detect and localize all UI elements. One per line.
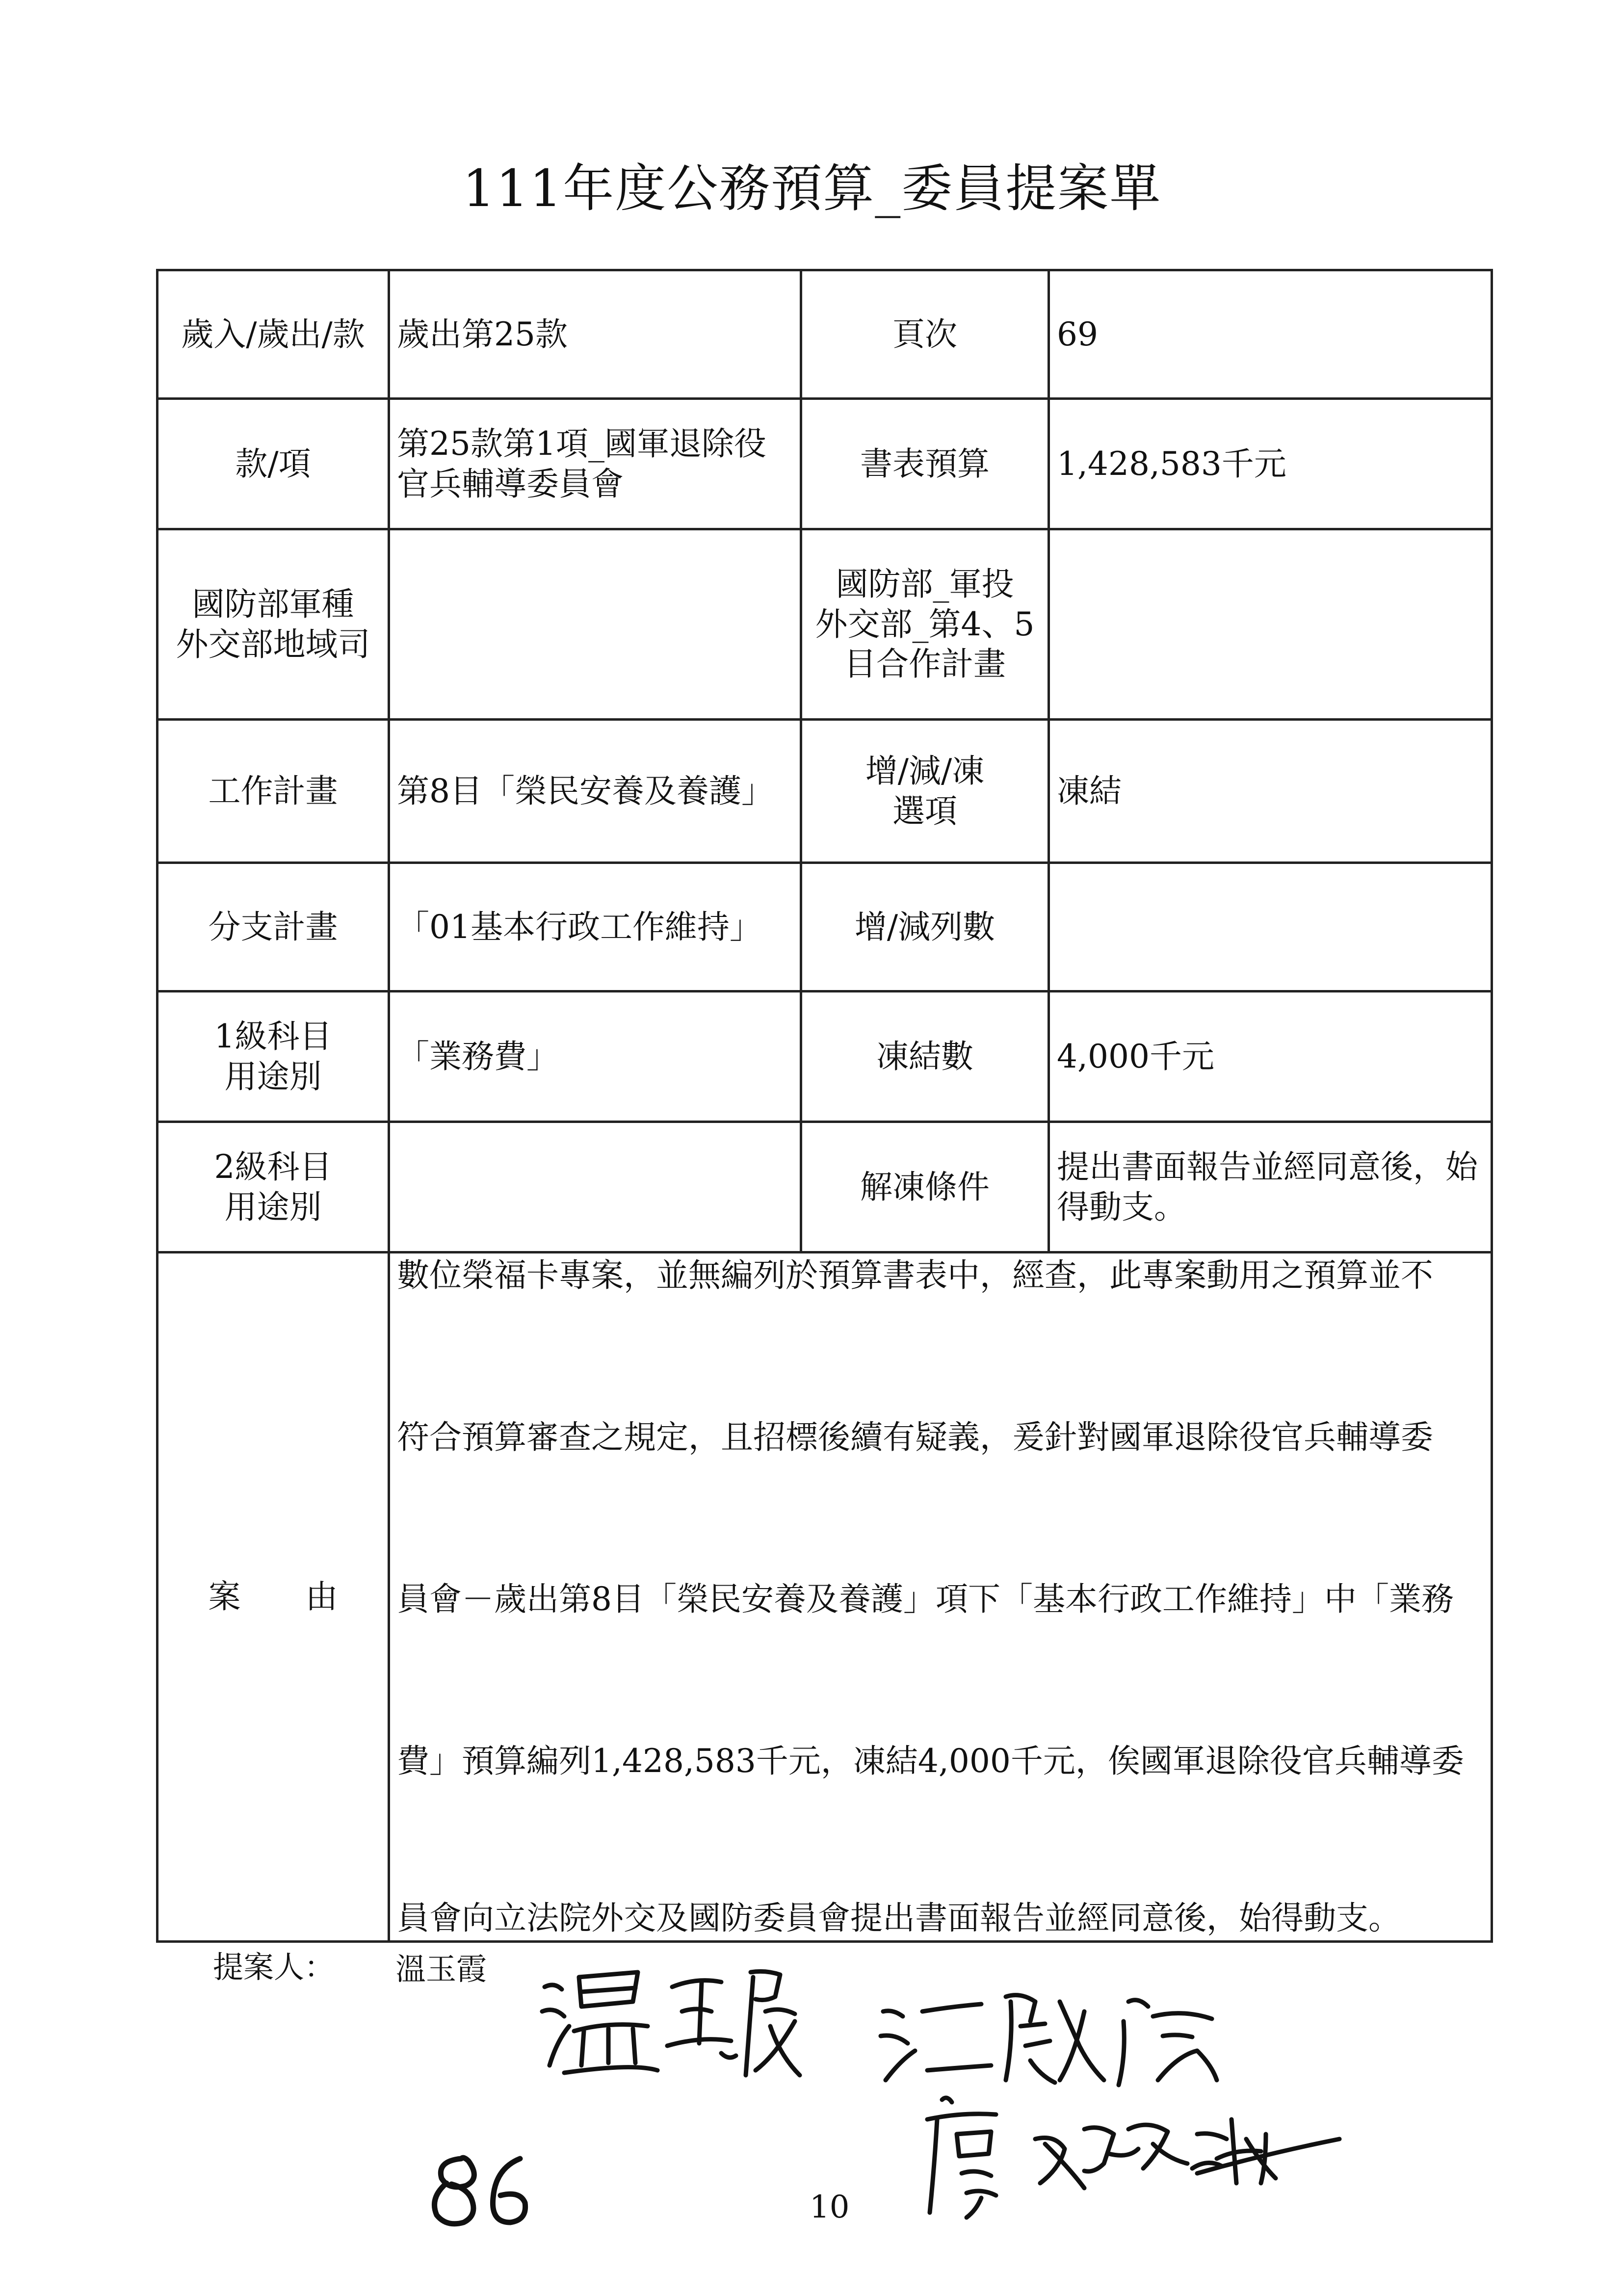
- row-value: 69: [1049, 270, 1492, 399]
- form-row: [157, 529, 1492, 720]
- reason-line: 費」預算編列1,428,583千元，凍結4,000千元，俟國軍退除役官兵輔導委: [397, 1742, 1464, 1780]
- signature-1: [535, 1957, 810, 2085]
- row-value: [1049, 529, 1492, 720]
- reason-row: [157, 1252, 1492, 1942]
- label-text: 增/減/凍 選項: [865, 752, 985, 830]
- signature-2: [873, 1982, 1227, 2095]
- reason-line: 符合預算審查之規定，且招標後續有疑義，爰針對國軍退除役官兵輔導委: [397, 1418, 1433, 1456]
- row-value: [1049, 863, 1492, 991]
- row-label: 增/減列數: [801, 863, 1049, 991]
- form-row: [157, 991, 1492, 1122]
- row-value: [389, 529, 801, 720]
- row-label: 凍結數: [801, 991, 1049, 1122]
- row-value: 「業務費」: [389, 991, 801, 1122]
- row-label: [157, 1122, 389, 1252]
- label-text: 2級科目 用途別: [214, 1148, 332, 1226]
- form-row: [157, 270, 1492, 399]
- page-title: 111年度公務預算_委員提案單: [462, 158, 1162, 218]
- reason-line: 數位榮福卡專案，並無編列於預算書表中，經查，此專案動用之預算並不: [397, 1256, 1433, 1294]
- label-text: 國防部軍種 外交部地域司: [176, 585, 370, 663]
- row-label: [157, 991, 389, 1122]
- row-label: 頁次: [801, 270, 1049, 399]
- row-label: [157, 529, 389, 720]
- row-label: 解凍條件: [801, 1122, 1049, 1252]
- proposer-label: 提案人：: [213, 1949, 335, 1985]
- label-text: 國防部_軍投 外交部_第4、5 目合作計畫: [815, 565, 1035, 683]
- row-label: [801, 529, 1049, 720]
- row-value: 第25款第1項_國軍退除役官兵輔導委員會: [389, 399, 801, 529]
- row-value: 凍結: [1049, 720, 1492, 863]
- row-value: 第8目「榮民安養及養護」: [389, 720, 801, 863]
- reason-line: 員會－歲出第8目「榮民安養及養護」項下「基本行政工作維持」中「業務: [397, 1580, 1454, 1618]
- row-value: 「01基本行政工作維持」: [389, 863, 801, 991]
- row-label: 工作計畫: [157, 720, 389, 863]
- form-row: [157, 399, 1492, 529]
- proposal-form-table: [156, 269, 1493, 1943]
- row-value: 歲出第25款: [389, 270, 801, 399]
- row-value: 提出書面報告並經同意後，始得動支。: [1049, 1122, 1492, 1252]
- reason-line: 員會向立法院外交及國防委員會提出書面報告並經同意後，始得動支。: [397, 1899, 1401, 1937]
- handwritten-number: [427, 2149, 540, 2232]
- label-text: 1級科目 用途別: [214, 1017, 332, 1096]
- form-row: [157, 720, 1492, 863]
- page-number: 10: [810, 2189, 850, 2225]
- row-label: 分支計畫: [157, 863, 389, 991]
- row-label: 書表預算: [801, 399, 1049, 529]
- row-value: 4,000千元: [1049, 991, 1492, 1122]
- reason-label: 案 由: [157, 1252, 389, 1942]
- row-label: [801, 720, 1049, 863]
- row-value: 1,428,583千元: [1049, 399, 1492, 529]
- proposer-name: 溫玉霞: [395, 1951, 487, 1987]
- form-row: [157, 863, 1492, 991]
- reason-text: [389, 1252, 1492, 1942]
- row-value: [389, 1122, 801, 1252]
- form-row: [157, 1122, 1492, 1252]
- signature-3: [922, 2085, 1344, 2227]
- row-label: 歲入/歲出/款: [157, 270, 389, 399]
- row-label: 款/項: [157, 399, 389, 529]
